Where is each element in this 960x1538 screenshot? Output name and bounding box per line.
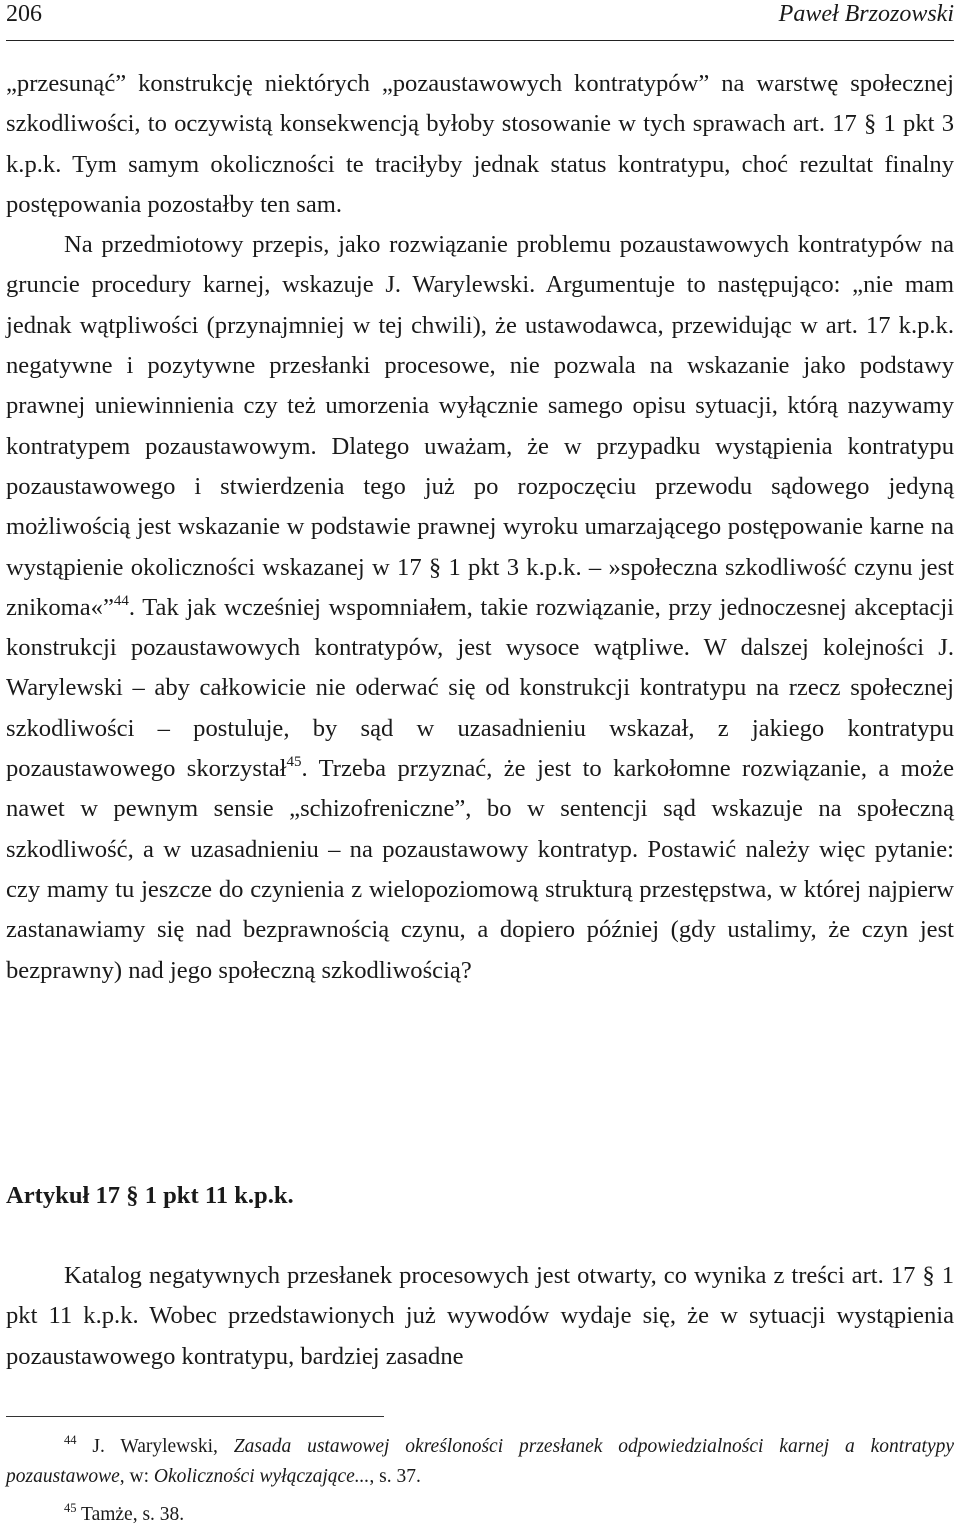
footnote-text: Tamże, s. 38. — [81, 1504, 185, 1525]
footnote-text: , w: — [119, 1466, 154, 1487]
footnote-ref[interactable]: 44 — [113, 592, 129, 609]
footnote-author: J. Warylewski, — [92, 1436, 234, 1457]
footnote-ref[interactable]: 45 — [286, 754, 302, 771]
footnote-number: 45 — [64, 1501, 77, 1515]
paragraph: Katalog negatywnych przesłanek procesowych jest otwarty, co wynika z treści art. 17 § 1 pkt 11 k.p.k. Wobec przedstawionych już wywodów wydaje się, że w sytuacji wystąpienia pozaustawowego kontratypu, bardziej zasadne — [6, 1262, 954, 1370]
main-text — [6, 64, 954, 991]
running-head: Paweł Brzozowski — [778, 1, 954, 27]
footnote — [6, 1500, 954, 1530]
paragraph: „przesunąć” konstrukcję niektórych „pozaustawowych kontratypów” na warstwę społecznej szkodliwości, to oczywistą konsekwencją byłoby stosowanie w tych sprawach art. 17 § 1 pkt 3 k.p.k. Tym samym okoliczności te traciłyby jednak status kontratypu, choć rezultat finalny postępowania pozostałby ten sam. — [6, 70, 954, 218]
paragraph-text: Na przedmiotowy przepis, jako rozwiązanie problemu pozaustawowych kontratypów na gruncie procedury karnej, wskazuje J. Warylewski. Argumentuje to następująco: „nie mam jednak wątpliwości (przynajmniej w tej chwili), że ustawodawca, przewidując w art. 17 k.p.k. negatywne i pozytywne przesłanki procesowe, nie pozwala na wskazanie jako podstawy prawnej uniewinnienia czy też umorzenia wyłącznie samego opisu sytuacji, którą nazywamy kontratypem pozaustawowym. Dlatego uważam, że w przypadku wystąpienia kontratypu pozaustawowego i stwierdzenia tego już po rozpoczęciu przewodu sądowego jedyną możliwością jest wskazanie w podstawie prawnej wyroku umarzającego postępowanie karne na wystąpienie okoliczności wskazanej w 17 § 1 pkt 3 k.p.k. – »społeczna szkodliwość czynu jest znikoma«” — [6, 231, 954, 621]
paragraph-text: . Trzeba przyznać, że jest to karkołomne rozwiązanie, a może nawet w pewnym sensie „schizofreniczne”, bo w sentencji sąd wskazuje na społeczną szkodliwość, a w uzasadnieniu – na pozaustawowy kontratyp. Postawić należy więc pytanie: czy mamy tu jeszcze do czynienia z wielopoziomową strukturą przestępstwa, w której najpierw zastanawiamy się nad bezprawnością czynu, a dopiero później (gdy ustalimy, że czyn jest bezprawny) nad jego społeczną szkodliwością? — [6, 755, 954, 984]
footnotes — [6, 1432, 954, 1538]
footnote-divider — [6, 1416, 384, 1417]
section-heading: Artykuł 17 § 1 pkt 11 k.p.k. — [6, 1182, 294, 1209]
page-header — [6, 0, 954, 41]
footnote-source: Okoliczności wyłączające... — [153, 1466, 370, 1487]
paragraph — [6, 225, 954, 991]
page-number: 206 — [6, 1, 42, 27]
footnote-title: Zasada ustawowej określoności przesłanek odpowiedzialności karnej a kontratypy pozaustawowe — [6, 1436, 955, 1487]
footnote — [6, 1432, 954, 1492]
footnote-number: 44 — [64, 1433, 77, 1447]
paragraph-text: . Tak jak wcześniej wspomniałem, takie rozwiązanie, przy jednoczesnej akceptacji konstrukcji pozaustawowych kontratypów, jest wysoce wątpliwe. W dalszej kolejności J. Warylewski – aby całkowicie nie oderwać się od konstrukcji kontratypu na rzecz społecznej szkodliwości – postuluje, by sąd w uzasadnieniu wskazał, z jakiego kontratypu pozaustawowego skorzystał — [6, 593, 954, 783]
footnote-text: , s. 37. — [369, 1466, 421, 1487]
